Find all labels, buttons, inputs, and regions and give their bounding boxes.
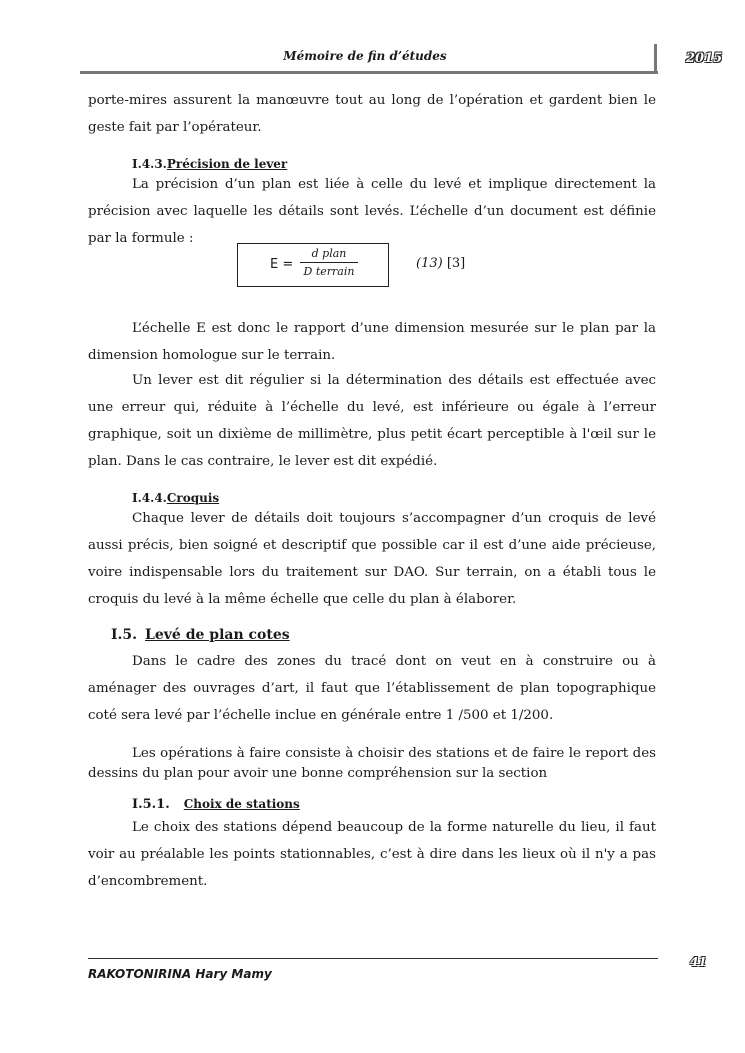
heading-5-number: I.5. (111, 627, 138, 643)
header-rule (80, 71, 658, 74)
heading-5-1 (132, 797, 300, 812)
paragraph-precision: La précision d’un plan est liée à celle du levé et implique directement la précision avec laquelle les détails sont levés. L’échelle d’un document est définie par la formule : (88, 177, 656, 246)
paragraph-stations: Le choix des stations dépend beaucoup de la forme naturelle du lieu, il faut voir au préalable les points stationnables, c’est à dire dans les lieux où il n'y a pas d’encombrement. (88, 820, 656, 889)
formula-reference (416, 256, 465, 271)
heading-4-4 (132, 491, 219, 505)
formula-lhs: E = (270, 257, 294, 272)
formula-box (237, 243, 389, 287)
footer-rule (88, 958, 658, 959)
heading-4-3 (132, 157, 287, 171)
formula-fraction (300, 246, 358, 280)
header-title: Mémoire de fin d’études (283, 49, 447, 63)
heading-5-title: Levé de plan cotes (145, 627, 290, 643)
heading-5 (111, 627, 290, 643)
paragraph-operations: Les opérations à faire consiste à choisir des stations et de faire le report des dessins du plan pour avoir une bonne compréhension sur la section (88, 746, 656, 781)
paragraph-intro: porte-mires assurent la manœuvre tout au long de l’opération et gardent bien le geste fait par l’opérateur. (88, 93, 656, 135)
paragraph-plan-cotes: Dans le cadre des zones du tracé dont on veut en à construire ou à aménager des ouvrages d’art, il faut que l’établissement de plan topographique coté sera levé par l’échelle inclue en générale entre 1 /500 et 1/200. (88, 654, 656, 723)
heading-4-3-title: Précision de lever (166, 157, 288, 171)
paragraph-croquis: Chaque lever de détails doit toujours s’accompagner d’un croquis de levé aussi précis, bien soigné et descriptif que possible car il est d’une aide précieuse, voire indispensable lors du traitement sur DAO. Sur terrain, on a établi tous le croquis du levé à la même échelle que celle du plan à élaborer. (88, 511, 656, 607)
header-year: 2015 (686, 51, 723, 66)
paragraph-regulier: Un lever est dit régulier si la détermination des détails est effectuée avec une erreur qui, réduite à l’échelle du levé, est inférieure ou égale à l’erreur graphique, soit un dixième de millimètre, plus petit écart perceptible à l'œil sur le plan. Dans le cas contraire, le lever est dit expédié. (88, 373, 656, 469)
heading-4-3-number: I.4.3. (132, 157, 167, 171)
paragraph-echelle: L’échelle E est donc le rapport d’une dimension mesurée sur le plan par la dimension homologue sur le terrain. (88, 321, 656, 363)
citation: [3] (446, 256, 466, 271)
heading-4-4-title: Croquis (166, 491, 220, 505)
heading-5-1-title: Choix de stations (183, 797, 300, 811)
formula-denominator: D terrain (303, 265, 355, 278)
heading-4-4-number: I.4.4. (132, 491, 167, 505)
heading-5-1-number: I.5.1. (132, 797, 170, 812)
page-number: 41 (690, 955, 707, 969)
header-vertical-rule (654, 44, 657, 74)
equation-number: (13) (416, 256, 443, 271)
footer-author: RAKOTONIRINA Hary Mamy (88, 967, 272, 981)
formula-numerator: d plan (311, 247, 347, 260)
